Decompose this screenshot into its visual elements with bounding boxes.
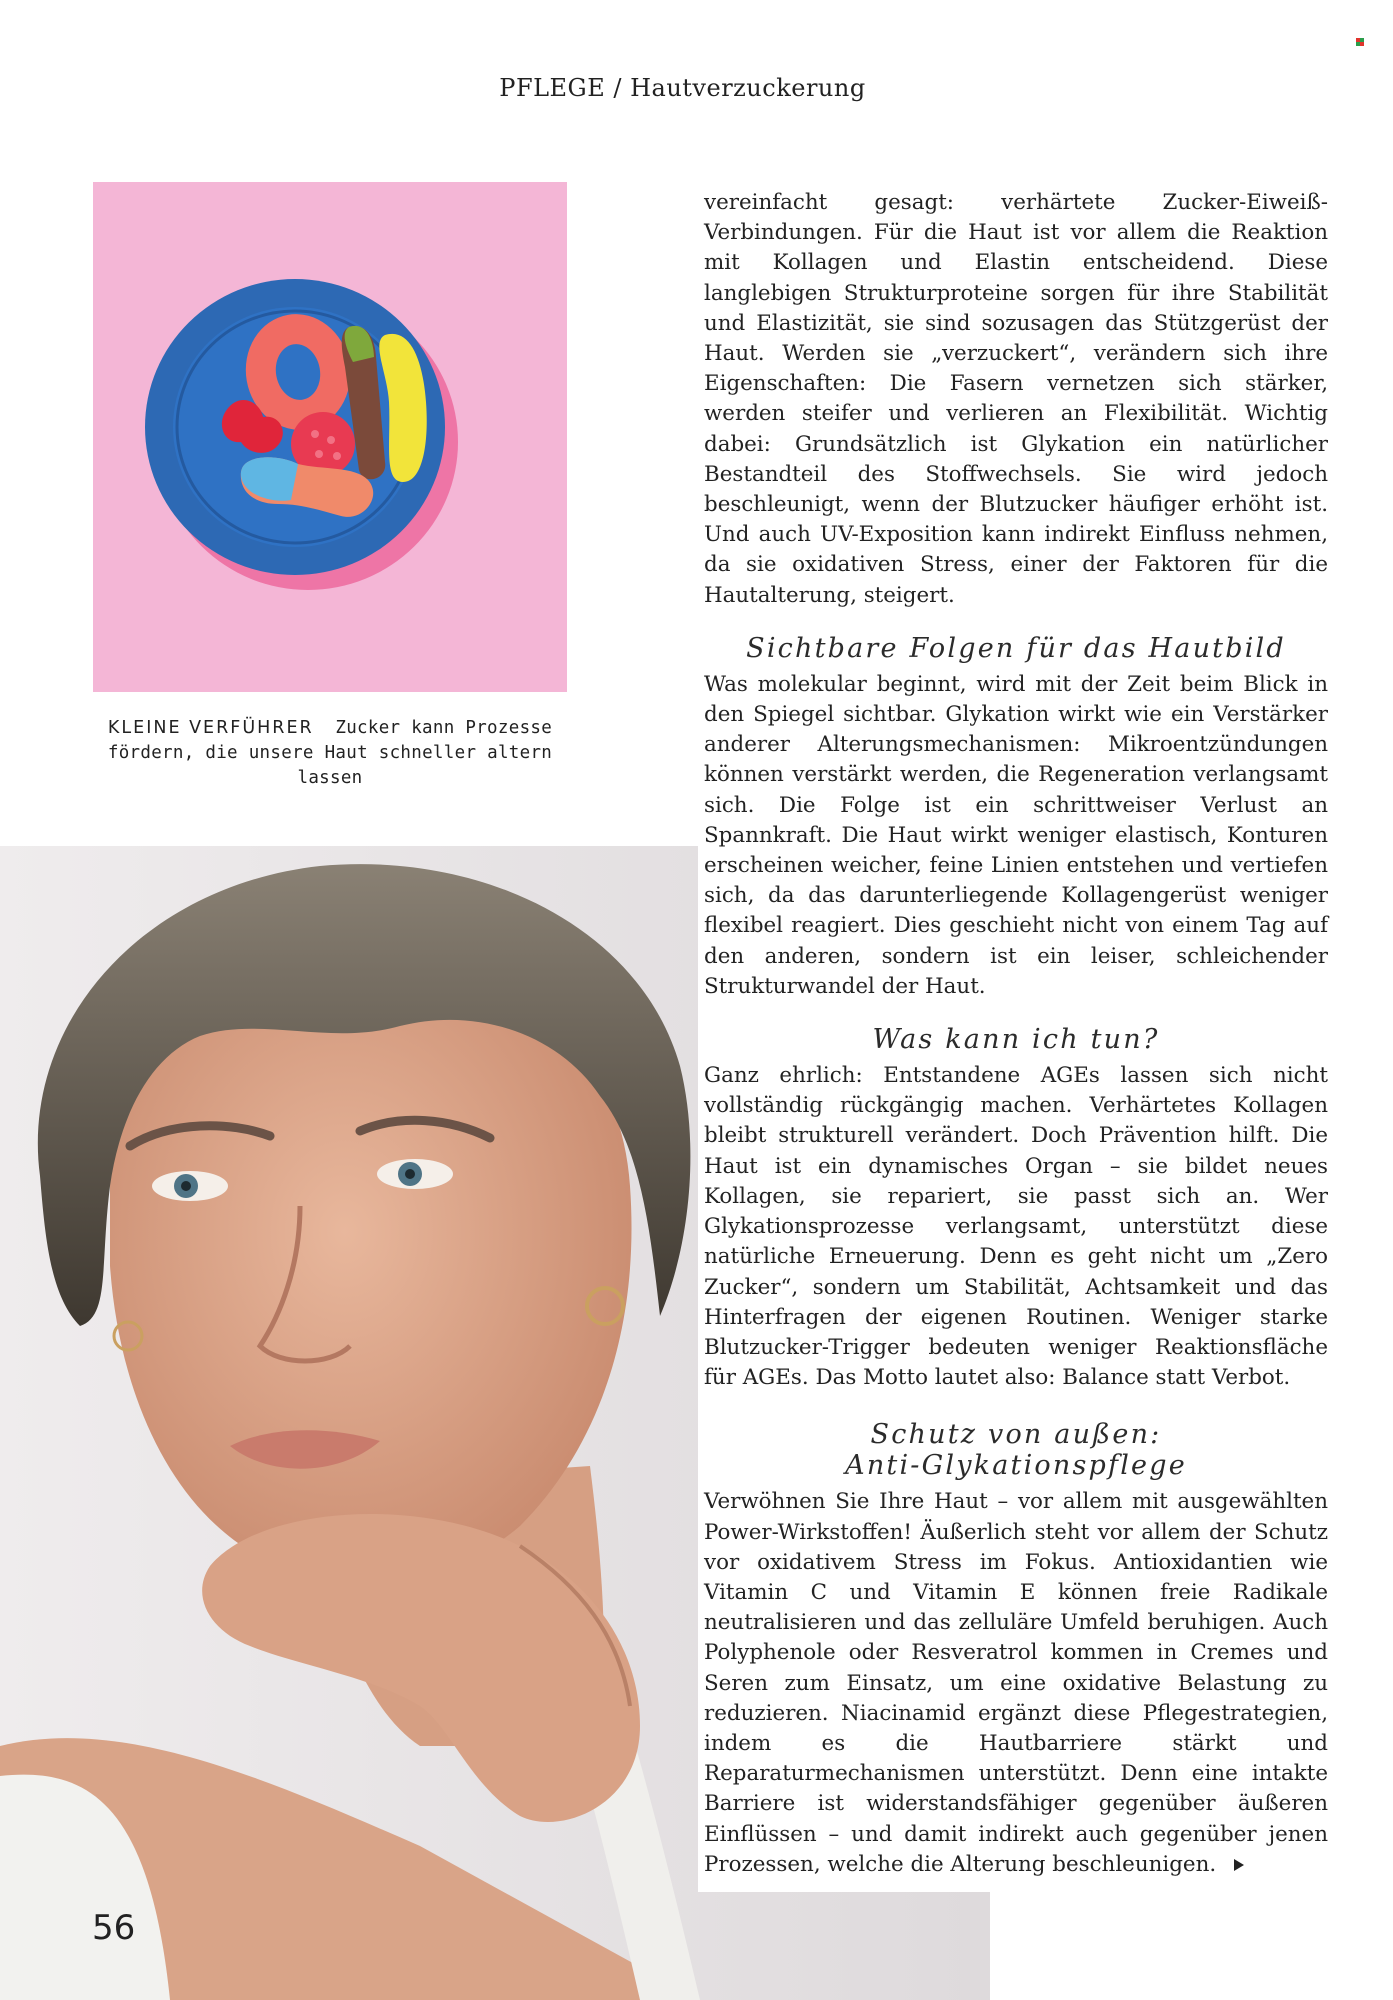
corner-mark-icon xyxy=(1356,38,1364,46)
image-caption xyxy=(93,716,567,791)
caption-title: KLEINE VERFÜHRER xyxy=(107,718,314,738)
article-para-protection-text: Verwöhnen Sie Ihre Haut – vor allem mit ausgewählten Power-Wirkstoffen! Äußerlich steht vor allem der Schutz vor oxidativem Stress im Fokus. Antioxidantien wie Vitamin C und Vitamin E können freie Radikale neutralisieren und das zelluläre Umfeld beruhigen. Auch Polyphenole oder Resveratrol kommen in Cremes und Seren zum Einsatz, um eine oxidative Belastung zu reduzieren. Niacinamid ergänzt diese Pflegestrategien, indem es die Hautbarriere stärkt und Reparaturmechanismen unterstützt. Denn eine intakte Barriere ist widerstandsfähiger gegenüber äußeren Einflüssen – und damit indirekt auch gegenüber jenen Prozessen, welche die Alterung beschleunigen. xyxy=(704,1489,1328,1877)
heading-what-to-do: Was kann ich tun? xyxy=(872,1024,1160,1056)
article-para-protection xyxy=(704,1487,1328,1880)
header-section-title: PFLEGE / Hautverzuckerung xyxy=(499,74,866,102)
article-intro: vereinfacht gesagt: verhärtete Zucker-Eiweiß-Verbindungen. Für die Haut ist vor allem die Reaktion mit Kollagen und Elastin entscheidend. Diese langlebigen Strukturproteine sorgen für ihre Stabilität und Elastizität, sie sind sozusagen das Stützgerüst der Haut. Werden sie „verzuckert“, verändern sich ihre Eigenschaften: Die Fasern vernetzen sich stärker, werden steifer und verlieren an Flexibilität. Wichtig dabei: Grundsätzlich ist Glykation ein natürlicher Bestandteil des Stoffwechsels. Sie wird jedoch beschleunigt, wenn der Blutzucker häufiger erhöht ist. Und auch UV-Exposition kann indirekt Einfluss nehmen, da sie oxidativen Stress, einer der Faktoren für die Hautalterung, steigert. xyxy=(704,190,1328,608)
article-para-what-to-do: Ganz ehrlich: Entstandene AGEs lassen sich nicht vollständig rückgängig machen. Verhärtetes Kollagen bleibt strukturell verändert. Doch Prävention hilft. Die Haut ist ein dynamisches Organ – sie bildet neues Kollagen, sie repariert, sie passt sich an. Wer Glykationsprozesse verlangsamt, unterstützt diese natürliche Erneuerung. Denn es geht nicht um „Zero Zucker“, sondern um Stabilität, Achtsamkeit und das Hinterfragen der eigenen Routinen. Weniger starke Blutzucker-Trigger bedeuten weniger Reaktionsfläche für AGEs. Das Motto lautet also: Balance statt Verbot. xyxy=(704,1063,1328,1391)
article-para-effects: Was molekular beginnt, wird mit der Zeit beim Blick in den Spiegel sichtbar. Glykation wirkt wie ein Verstärker anderer Alterungsmechanismen: Mikroentzündungen können verstärkt werden, die Regeneration verlangsamt sich. Die Folge ist ein schrittweiser Verlust an Spannkraft. Die Haut wirkt weniger elastisch, Konturen erscheinen weicher, feine Linien entstehen und vertiefen sich, da das darunterliegende Kollagengerüst weniger flexibel reagiert. Dies geschieht nicht von einem Tag auf den anderen, sondern ist ein leiser, schleichender Strukturwandel der Haut. xyxy=(704,671,1328,999)
article-column xyxy=(698,176,1338,1892)
heading-protection xyxy=(704,1419,1328,1481)
continue-arrow-icon xyxy=(1234,1859,1244,1871)
page-number: 56 xyxy=(92,1908,136,1948)
caption-text-line2: fördern, die unsere Haut schneller altern lassen xyxy=(107,743,553,788)
heading-protection-line2: Anti-Glykationspflege xyxy=(845,1450,1187,1482)
caption-text-line1: Zucker kann Prozesse xyxy=(335,718,553,738)
heading-visible-effects: Sichtbare Folgen für das Hautbild xyxy=(746,632,1286,664)
heading-protection-line1: Schutz von außen: xyxy=(870,1419,1162,1451)
candy-plate-image xyxy=(93,182,567,692)
